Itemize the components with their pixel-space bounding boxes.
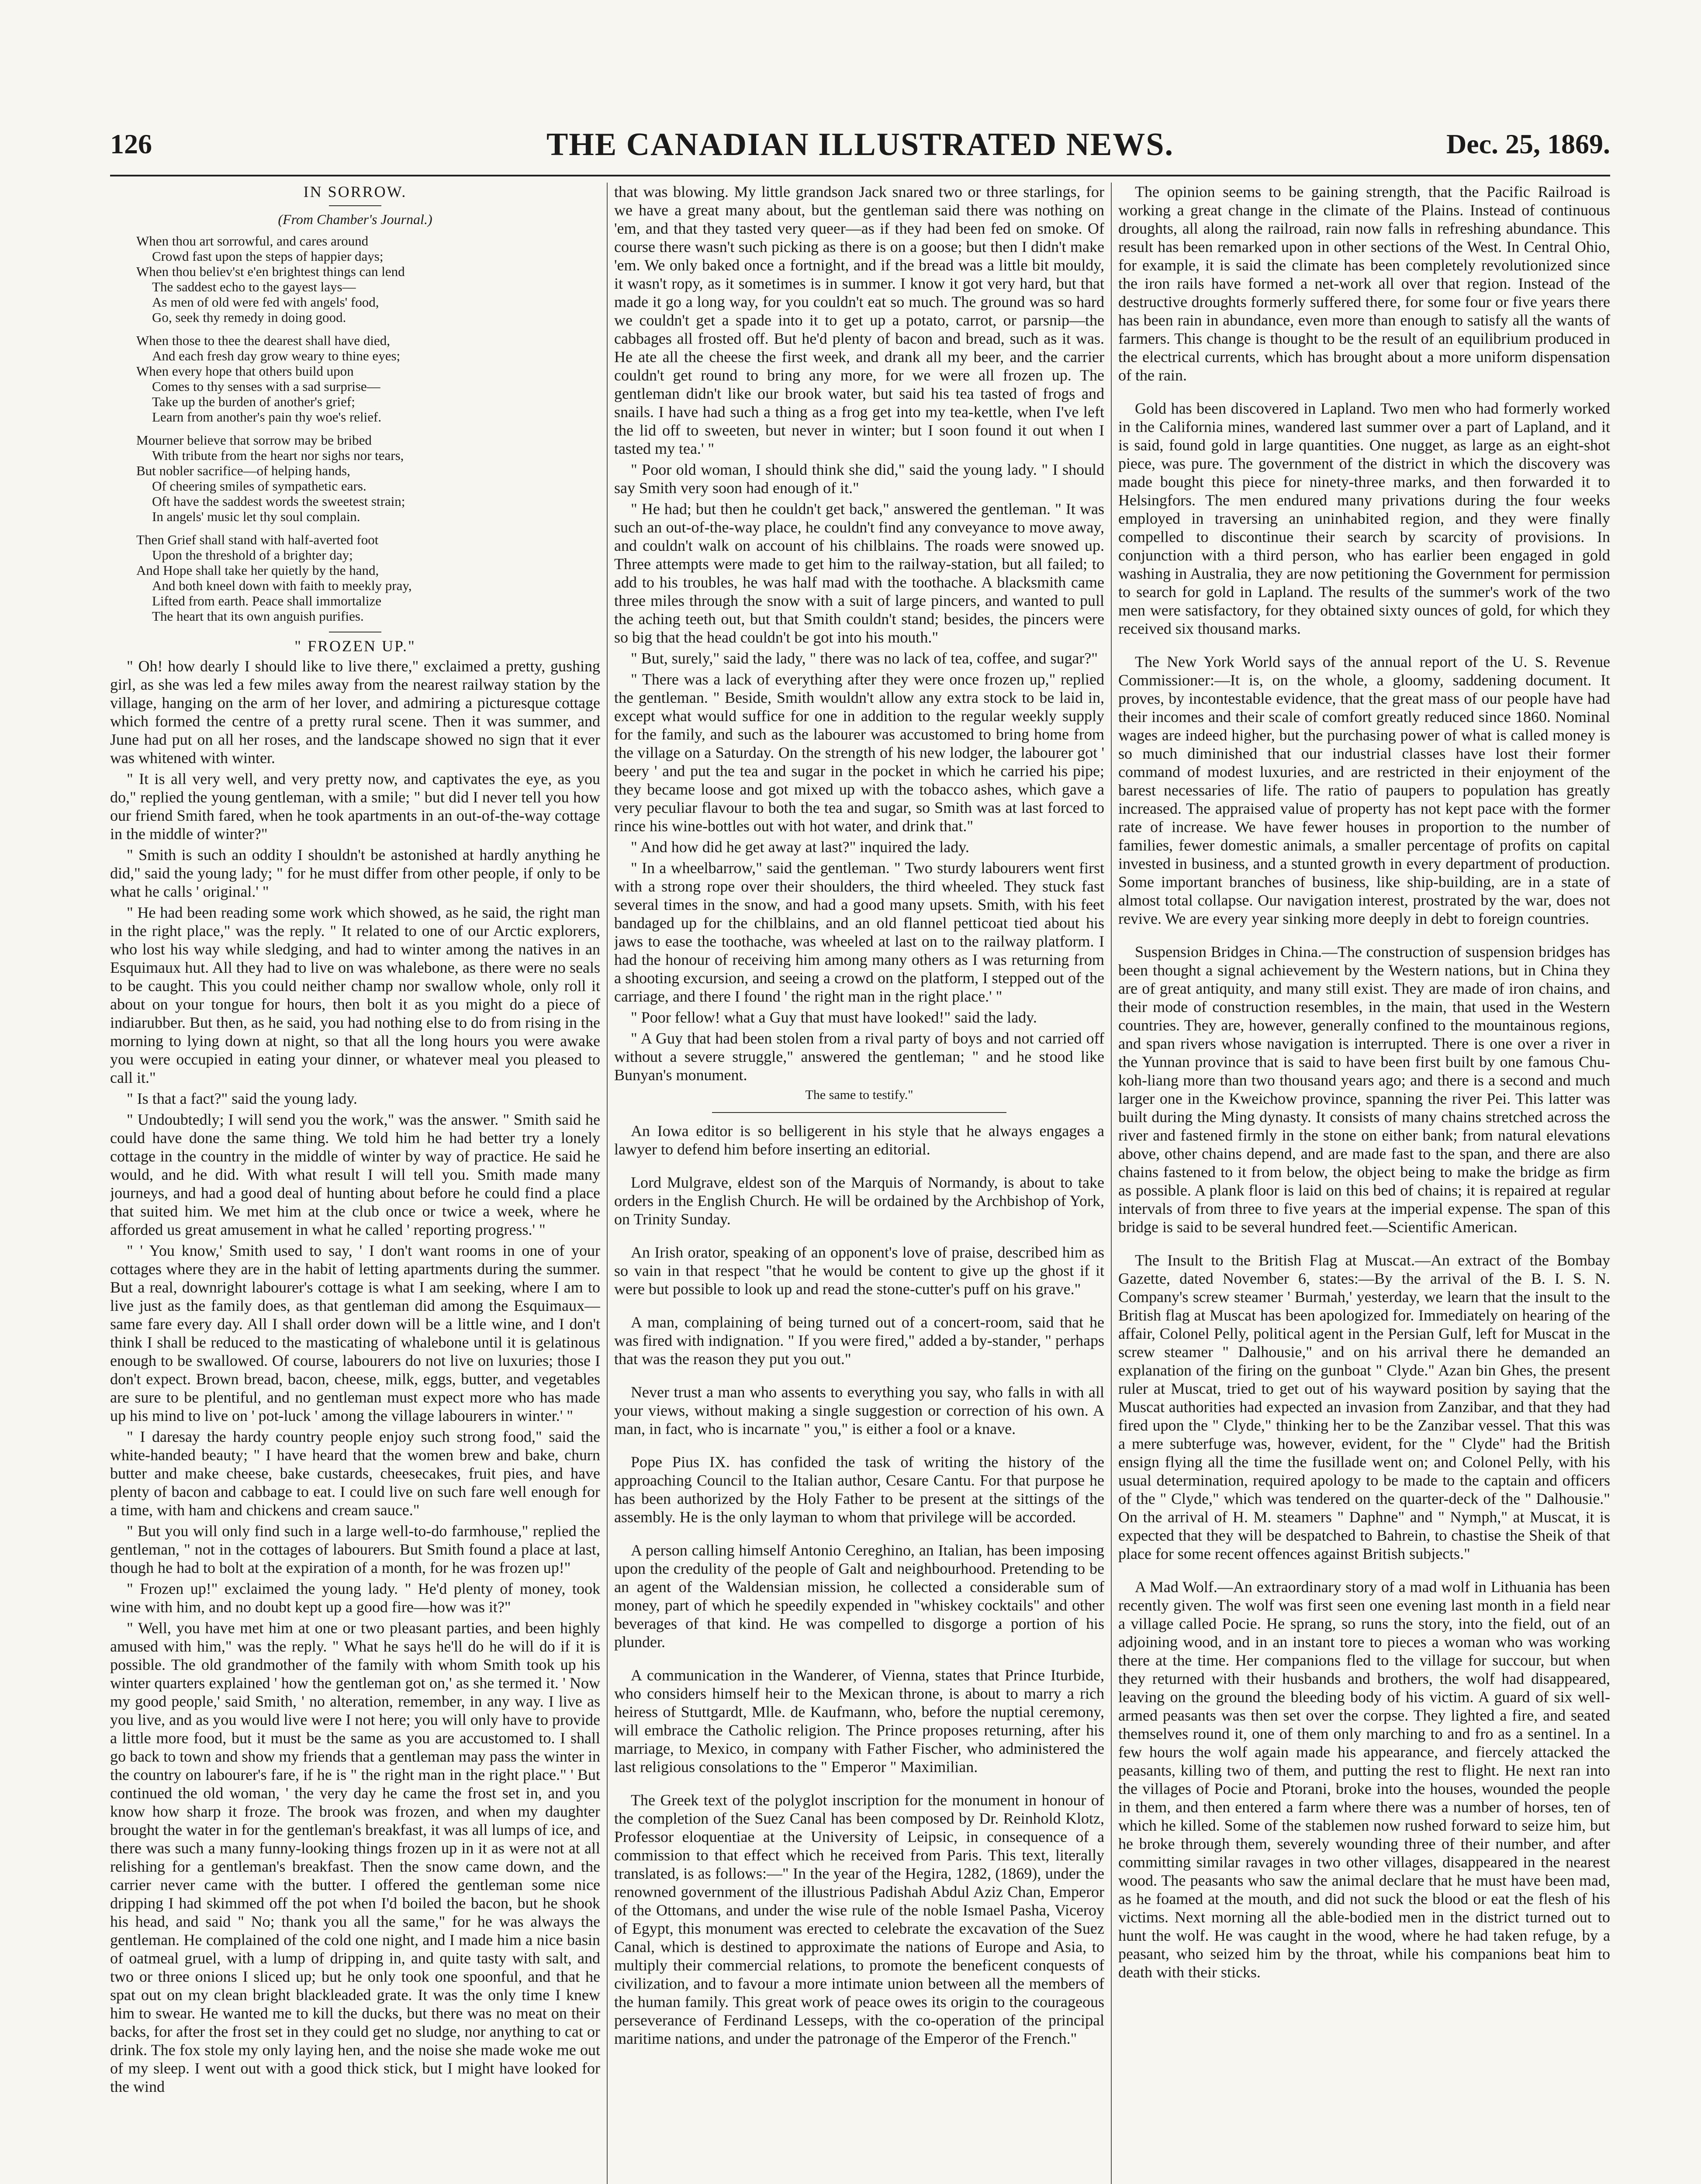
news-item: The Greek text of the polyglot inscription for the monument in honour of the completion of the Suez Canal has been composed by Dr. Reinhold Klotz, Professor eloquentiae at the University of Leipsic, in consequence of a commission to that effect which he received from Paris. This text, literally translated, is as follows:—" In the year of the Hegira, 1282, (1869), under the renowned government of the illustrious Padishah Abdul Aziz Chan, Emperor of the Ottomans, and under the wise rule of the noble Ismael Pasha, Viceroy of Egypt, this monument was erected to celebrate the excavation of the Suez Canal, which is destined to approximate the nations of Europe and Asia, to multiply their commercial relations, to promote the beneficent conquests of civilization, and to favour a more intimate union between all the members of the human family. This great work of peace owes its origin to the courageous perseverance of Ferdinand Lesseps, with the co-operation of the principal maritime nations, and under the patronage of the Emperor of the French.": [614, 1791, 1104, 2047]
news-item: An Iowa editor is so belligerent in his style that he always engages a lawyer to defend him before inserting an editorial.: [614, 1122, 1104, 1158]
newspaper-title: THE CANADIAN ILLUSTRATED NEWS.: [546, 127, 1174, 162]
story-paragraph: " But you will only find such in a large well-to-do farmhouse," replied the gentleman, " not in the cottages of labourers. But Smith found a place at last, though he had to bolt at the expiration of a month, for he was frozen up!": [110, 1522, 600, 1576]
page-number: 126: [110, 128, 152, 159]
news-item: The Insult to the British Flag at Muscat.—An extract of the Bombay Gazette, dated November 6, states:—By the arrival of the B. I. S. N. Company's screw steamer ' Burmah,' yesterday, we learn that the insult to the British flag at Muscat has been apologized for. Immediately on hearing of the affair, Colonel Pelly, political agent in the Persian Gulf, left for Muscat in the screw steamer " Dalhousie," and on his arrival there he demanded an explanation of the firing on the gunboat " Clyde." Azan bin Ghes, the present ruler at Muscat, tried to get out of his wayward position by saying that the Muscat authorities had expected an invasion from Zanzibar, and that they had fired upon the " Clyde," thinking her to be the Zanzibar vessel. That this was a mere subterfuge was, however, evident, for the " Clyde" had the British ensign flying all the time the fusillade went on; and Colonel Pelly, with his usual determination, required apology to be made to the captain and officers of the " Clyde," which was tendered on the quarter-deck of the " Dalhousie." On the arrival of H. M. steamers " Daphne" and " Nymph," at Muscat, it is expected that they will be despatched to Bahrein, to chastise the Sheik of that place for some recent offences against British subjects.": [1118, 1251, 1610, 1562]
title-rule: [329, 205, 381, 206]
poem-line: When thou art sorrowful, and cares around: [136, 233, 369, 249]
poem-line: Crowd fast upon the steps of happier days;: [152, 249, 384, 264]
story-paragraph: " Poor fellow! what a Guy that must have looked!" said the lady.: [631, 1009, 1037, 1026]
poem-line: In angels' music let thy soul complain.: [152, 509, 360, 524]
poem-stanza-2: [110, 333, 600, 425]
story-paragraph: " He had; but then he couldn't get back," answered the gentleman. " It was such an out-of-the-way place, he couldn't find any conveyance to move away, and couldn't walk on account of his chilblains. The roads were snowed up. Three attempts were made to get him to the railway-station, but all failed; to add to his troubles, he was half mad with the toothache. A blacksmith came three miles through the snow with a suit of large pincers, and wanted to pull the aching teeth out, but that Smith couldn't stand; besides, the pincers were so big that the head couldn't be got into his mouth.": [614, 500, 1104, 646]
poem-stanza-4: [110, 532, 600, 624]
news-item: A communication in the Wanderer, of Vienna, states that Prince Iturbide, who considers himself heir to the Mexican throne, is about to marry a rich heiress of Stuttgardt, Mlle. de Kaufmann, who, before the nuptial ceremony, will embrace the Catholic religion. The Prince proposes returning, after his marriage, to Mexico, in company with Father Fischer, who administered the last religious consolations to the " Emperor " Maximilian.: [614, 1666, 1104, 1776]
issue-date: Dec. 25, 1869.: [1446, 128, 1610, 159]
poem-line: Then Grief shall stand with half-averted foot: [136, 532, 379, 547]
story-paragraph: " It is all very well, and very pretty now, and captivates the eye, as you do," replied the young gentleman, with a smile; " but did I never tell you how our friend Smith fared, when he took apartments in an out-of-the-way cottage in the middle of winter?": [110, 770, 600, 843]
masthead: [110, 124, 1610, 167]
story-end-rule: [712, 1112, 1006, 1113]
poem-line: When every hope that others build upon: [136, 363, 354, 379]
poem-line: With tribute from the heart nor sighs nor tears,: [152, 448, 404, 463]
poem-line: The saddest echo to the gayest lays—: [152, 279, 356, 294]
poem-line: Of cheering smiles of sympathetic ears.: [152, 478, 366, 494]
story-paragraph: " I daresay the hardy country people enjoy such strong food," said the white-handed beauty; " I have heard that the women brew and bake, churn butter and make cheese, bake custards, cheesecakes, fruit pies, and have plenty of bacon and cabbage to eat. I could live on such fare well enough for a time, with ham and chickens and cream sauce.": [110, 1428, 600, 1519]
poem-line: As men of old were fed with angels' food,: [152, 294, 379, 310]
column-3: [1118, 183, 1610, 2184]
news-item: A Mad Wolf.—An extraordinary story of a mad wolf in Lithuania has been recently given. The wolf was first seen one evening last month in a field near a village called Pocie. He sprang, so runs the story, into the field, out of an adjoining wood, and in an instant tore to pieces a woman who was working there at the time. Her companions fled to the village for succour, but when they returned with their husbands and brothers, the wolf had disappeared, leaving on the ground the bleeding body of his victim. A guard of six well-armed peasants was then set over the corpse. They lighted a fire, and seated themselves round it, one of them only marching to and fro as a sentinel. In a few hours the wolf again made his appearance, and fiercely attacked the peasants, killing two of them, and putting the rest to flight. He next ran into the villages of Pocie and Ptorani, broke into the houses, wounded the people in them, and then entered a farm where there was a number of horses, ten of which he killed. Some of the stablemen now rushed forward to seize him, but he broke through them, severely wounding three of their number, and after committing similar ravages in two other villages, disappeared in the nearest wood. The peasants who saw the animal declare that he must have been mad, as he foamed at the mouth, and did not suck the blood or eat the flesh of his victims. Next morning all the able-bodied men in the district turned out to hunt the wolf. He was caught in the wood, where he had taken refuge, by a peasant, who seized him by the throat, while his companions beat him to death with their sticks.: [1118, 1578, 1610, 1981]
story-paragraph: " Smith is such an oddity I shouldn't be astonished at hardly anything he did," said the young lady; " for he must differ from other people, if only to be what he calls ' original.' ": [110, 846, 600, 900]
story-paragraph: " And how did he get away at last?" inquired the lady.: [631, 838, 969, 856]
poem-line: Learn from another's pain thy woe's relief.: [152, 409, 382, 425]
story-paragraph: " Oh! how dearly I should like to live there," exclaimed a pretty, gushing girl, as she was led a few miles away from the nearest railway station by the village, hanging on the arm of her lover, and admiring a picturesque cottage which formed the centre of a pretty rural scene. Then it was summer, and June had put on all her roses, and the landscape showed no sign that it ever was whitened with winter.: [110, 657, 600, 767]
news-item: Suspension Bridges in China.—The construction of suspension bridges has been thought a signal achievement by the Western nations, but in China they are of great antiquity, and many still exist. They are made of iron chains, and their mode of construction resembles, in the main, that used in the Western countries. They are, however, generally confined to the mountainous regions, and span rivers whose navigation is interrupted. There is one over a river in the Yunnan province that is said to have been first built by one famous Chu-koh-liang more than two thousand years ago; and there is a second and much larger one in the Kweichow province, spanning the river Pei. This latter was built during the Ming dynasty. It consists of many chains stretched across the river and fastened firmly in the stone on either bank; from natural elevations above, other chains depend, and are made fast to the span, and there are also chains fastened to it from below, the object being to make the bridge as firm as possible. A plank floor is laid on this bed of chains; it is repaired at regular intervals of from three to five years at the imperial expense. The span of this bridge is said to be several hundred feet.—Scientific American.: [1118, 943, 1610, 1236]
story-paragraph: " But, surely," said the lady, " there was no lack of tea, coffee, and sugar?": [631, 650, 1098, 667]
news-item: Never trust a man who assents to everything you say, who falls in with all your views, without making a single suggestion or correction of his own. A man, in fact, who is incarnate " you," is either a fool or a knave.: [614, 1383, 1104, 1438]
story-paragraph: " Well, you have met him at one or two pleasant parties, and been highly amused with him," was the reply. " What he says he'll do he will do if it is possible. The old grandmother of the family with whom Smith took up his winter quarters explained ' how the gentleman got on,' as she termed it. ' Now my good people,' said Smith, ' no alteration, remember, in any way. I live as you live, and as you would live were I not here; you will only have to provide a little more food, but it must be the same as you are accustomed to. I shall go back to town and show my friends that a gentleman may pass the winter in the country on labourer's fare, if he is " the right man in the right place." ' But continued the old woman, ' the very day he came the frost set in, and you know how sharp it froze. The brook was frozen, and when my daughter brought the water in for the gentleman's breakfast, it was all lumps of ice, and there was such a many funny-looking things frozen up in it as were not at all relishing for a gentleman's breakfast. Then the snow came down, and the carrier never came with the butter. I offered the gentleman some nice dripping I had skimmed off the pot when I'd boiled the bacon, but he shook his head, and said " No; thank you all the same," for he was always the gentleman. He complained of the cold one night, and I made him a nice basin of oatmeal gruel, with a lump of dripping in, and quite tasty with salt, and two or three onions I sliced up; but he only took one spoonful, and that he spat out on my clean bright blackleaded grate. It was the only time I knew him to swear. He wanted me to kill the ducks, but there was no meat on their backs, for after the frost set in they could get no sludge, nor anything to cat or drink. The fox stole my only laying hen, and the noise she made woke me out of my sleep. I went out with a good thick stick, but I might have looked for the wind: [110, 1619, 600, 2095]
poem-source: (From Chamber's Journal.): [278, 211, 432, 227]
poem-line: The heart that its own anguish purifies.: [152, 608, 364, 624]
poem-line: And each fresh day grow weary to thine eyes;: [152, 348, 401, 363]
story-paragraph: " He had been reading some work which showed, as he said, the right man in the right place," was the reply. " It related to one of our Arctic explorers, who lost his way while sledging, and had to winter among the natives in an Esquimaux hut. All they had to live on was whalebone, as there were no seals to be caught. This you could neither champ nor swallow whole, only roll it about on your tongue for hours, then bolt it as you might do a piece of indiarubber. But then, as he said, you had nothing else to do from rising in the morning to lying down at night, so that all the long hours you were awake you were occupied in eating your dinner, or whatever meal you pleased to call it.": [110, 904, 600, 1086]
story-paragraph: " ' You know,' Smith used to say, ' I don't want rooms in one of your cottages where they are in the habit of letting apartments during the summer. But a real, downright labourer's cottage is what I am seeking, where I am to live just as the family does, as that gentleman did among the Esquimaux—same fare every day. All I shall order down will be a little wine, and I don't think I shall be reduced to the masticating of whalebone until it is gelatinous enough to be swallowed. Of course, labourers do not live on luxuries; those I don't expect. Brown bread, bacon, cheese, milk, eggs, butter, and vegetables are sure to be plentiful, and no gentleman must expect more who has made up his mind to live on ' pot-luck ' among the village labourers in winter.' ": [110, 1242, 600, 1424]
poem-line: When thou believ'st e'en brightest things can lend: [136, 264, 405, 279]
news-item: An Irish orator, speaking of an opponent's love of praise, described him as so vain in that respect "that he would be content to give up the ghost if it were but possible to look up and read the stone-cutter's puff on his grave.": [614, 1244, 1104, 1298]
story-title: " FROZEN UP.": [294, 637, 416, 655]
poem-line: Upon the threshold of a brighter day;: [152, 547, 353, 563]
poem-line: But nobler sacrifice—of helping hands,: [136, 463, 350, 478]
poem-line: Go, seek thy remedy in doing good.: [152, 310, 346, 325]
story-paragraph: " Frozen up!" exclaimed the young lady. " He'd plenty of money, took wine with him, and no doubt kept up a good fire—how was it?": [110, 1580, 600, 1616]
poem-line: Lifted from earth. Peace shall immortalize: [152, 593, 382, 608]
story-paragraph: " Poor old woman, I should think she did," said the young lady. " I should say Smith very soon had enough of it.": [614, 461, 1104, 497]
story-closing-line: The same to testify.": [805, 1088, 913, 1102]
news-item: Lord Mulgrave, eldest son of the Marquis of Normandy, is about to take orders in the English Church. He will be ordained by the Archbishop of York, on Trinity Sunday.: [614, 1174, 1104, 1228]
news-item: The New York World says of the annual report of the U. S. Revenue Commissioner:—It is, on the whole, a gloomy, saddening document. It proves, by incontestable evidence, that the great mass of our people have had their incomes and their scale of comfort greatly reduced since 1860. Nominal wages are indeed higher, but the purchasing power of what is called money is so much diminished that our industrial classes have lost their former command of modest luxuries, and are restricted in their enjoyment of the barest necessaries of life. The ratio of paupers to population has greatly increased. The appraised value of property has not kept pace with the former rate of increase. We have fewer houses in proportion to the number of families, fewer domestic animals, a smaller percentage of profits on capital invested in business, and a stunted growth in every department of production. Some important branches of business, like ship-building, are in a state of almost total collapse. Our navigation interest, prostrated by the war, does not revive. We are every year sinking more deeply in debt to foreign countries.: [1118, 653, 1610, 927]
column-1: [110, 183, 600, 2184]
column-divider-2: [1111, 183, 1112, 2184]
column-2: [614, 183, 1104, 2184]
poem-line: Oft have the saddest words the sweetest strain;: [152, 494, 405, 509]
poem-stanza-1: [110, 233, 600, 325]
story-paragraph: " There was a lack of everything after they were once frozen up," replied the gentleman. " Beside, Smith wouldn't allow any extra stock to be laid in, except what would suffice for one in addition to the regular weekly supply for the family, and such as the labourer was accustomed to bring home from the village on a Saturday. On the strength of his new lodger, the labourer got ' beery ' and put the tea and sugar in the pocket in which he carried his pipe; they became loose and got mixed up with the tobacco ashes, which gave a very peculiar flavour to both the tea and sugar, so Smith was at last forced to rince his wine-bottles out with hot water, and drink that.": [614, 670, 1104, 835]
story-paragraph: " Undoubtedly; I will send you the work," was the answer. " Smith said he could have done the same thing. We told him he had better try a lonely cottage in the country in the middle of winter by way of practice. He said he would, and he did. With what result I will tell you. Smith made many journeys, and had a good deal of hunting about before he could find a place that suited him. We met him at the club once or twice a week, where he afforded us great amusement in what he called ' reporting progress.' ": [110, 1111, 600, 1238]
story-paragraph: " Is that a fact?" said the young lady.: [127, 1090, 357, 1107]
news-item: A man, complaining of being turned out of a concert-room, said that he was fired with indignation. " If you were fired," added a by-stander, " perhaps that was the reason they put you out.": [614, 1313, 1104, 1368]
poem-line: And Hope shall take her quietly by the hand,: [136, 563, 379, 578]
poem-line: And both kneel down with faith to meekly pray,: [152, 578, 412, 593]
story-paragraph: " A Guy that had been stolen from a rival party of boys and not carried off without a severe struggle," answered the gentleman; " and he stood like Bunyan's monument.: [614, 1030, 1104, 1084]
poem-stanza-3: [110, 432, 600, 524]
story-paragraph: " In a wheelbarrow," said the gentleman. " Two sturdy labourers went first with a strong rope over their shoulders, the third wheeled. They stuck fast several times in the snow, and had a good many upsets. Smith, with his feet bandaged up for the chilblains, and an old flannel petticoat tied about his jaws to ease the toothache, was wheeled at last on to the railway platform. I had the honour of receiving him among many others as I was returning from a shooting excursion, and seeing a crowd on the platform, I stepped out of the carriage, and there I found ' the right man in the right place.' ": [614, 859, 1104, 1005]
news-item: Gold has been discovered in Lapland. Two men who had formerly worked in the California mines, wandered last summer over a part of Lapland, and it is said, found gold in large quantities. One nugget, as large as an eight-shot piece, was pure. The government of the district in which the discovery was made bought this piece for ninety-three marks, and then forwarded it to Helsingfors. The men endured many privations during the four weeks employed in traversing an uninhabited region, and they were finally compelled to discontinue their search by scarcity of provisions. In conjunction with a third person, who has earlier been engaged in gold washing in Australia, they are now petitioning the Government for permission to search for gold in Lapland. The results of the summer's work of the two men were satisfactory, for they obtained sixty ounces of gold, for which they received six thousand marks.: [1118, 400, 1610, 637]
news-item: The opinion seems to be gaining strength, that the Pacific Railroad is working a great change in the climate of the Plains. Instead of continuous droughts, all along the railroad, rain now falls in refreshing abundance. This result has been remarked upon in other sections of the West. In Central Ohio, for example, it is said the climate has been completely revolutionized since the iron rails have formed a net-work all over that region. Instead of the destructive droughts formerly suffered there, for some four or five years there has been rain in abundance, even more than enough to satisfy all the wants of farmers. This change is thought to be the result of an equilibrium produced in the electrical currents, which has brought about a more uniform dispensation of the rain.: [1118, 183, 1610, 384]
news-item: A person calling himself Antonio Cereghino, an Italian, has been imposing upon the credulity of the people of Galt and neighbourhood. Pretending to be an agent of the Waldensian mission, he collected a considerable sum of money, part of which he speedily expended in "whiskey cocktails" and other beverages of that kind. He was compelled to disgorge a portion of his plunder.: [614, 1541, 1104, 1651]
poem-line: Mourner believe that sorrow may be bribed: [136, 432, 372, 448]
masthead-rule: [110, 175, 1610, 176]
story-paragraph: that was blowing. My little grandson Jack snared two or three starlings, for we have a great many about, but the gentleman said there was nothing on 'em, and that they tasted very queer—as if they had been fed on smoke. Of course there wasn't such picking as there is on a goose; but then I didn't make 'em. We only baked once a fortnight, and if the bread was a little bit mouldy, it wasn't ropy, as it sometimes is in summer. I know it got very hard, but that made it go a long way, for you couldn't eat so much. The ground was so hard we couldn't get a spade into it to get up a potato, carrot, or parsnip—the cabbages all frosted off. But he'd plenty of bacon and bread, such as it was. He ate all the cheese the first week, and drank all my beer, and the carrier couldn't get round to bring any more, for we were all frozen up. The gentleman didn't like our brook water, but said his tea tasted of frogs and snails. I have had such a thing as a frog get into my tea-kettle, when I've left the lid off to sweeten, but never in winter; but I soon found it out when I tasted my tea.' ": [614, 183, 1104, 457]
poem-line: When those to thee the dearest shall have died,: [136, 333, 391, 348]
poem-title: IN SORROW.: [303, 183, 407, 200]
news-item: Pope Pius IX. has confided the task of writing the history of the approaching Council to the Italian author, Cesare Cantu. For that purpose he has been authorized by the Holy Father to be present at the sittings of the assembly. He is the only layman to whom that privilege will be accorded.: [614, 1453, 1104, 1526]
poem-line: Take up the burden of another's grief;: [152, 394, 355, 409]
column-divider-1: [607, 183, 608, 2184]
poem-line: Comes to thy senses with a sad surprise—: [152, 379, 380, 394]
